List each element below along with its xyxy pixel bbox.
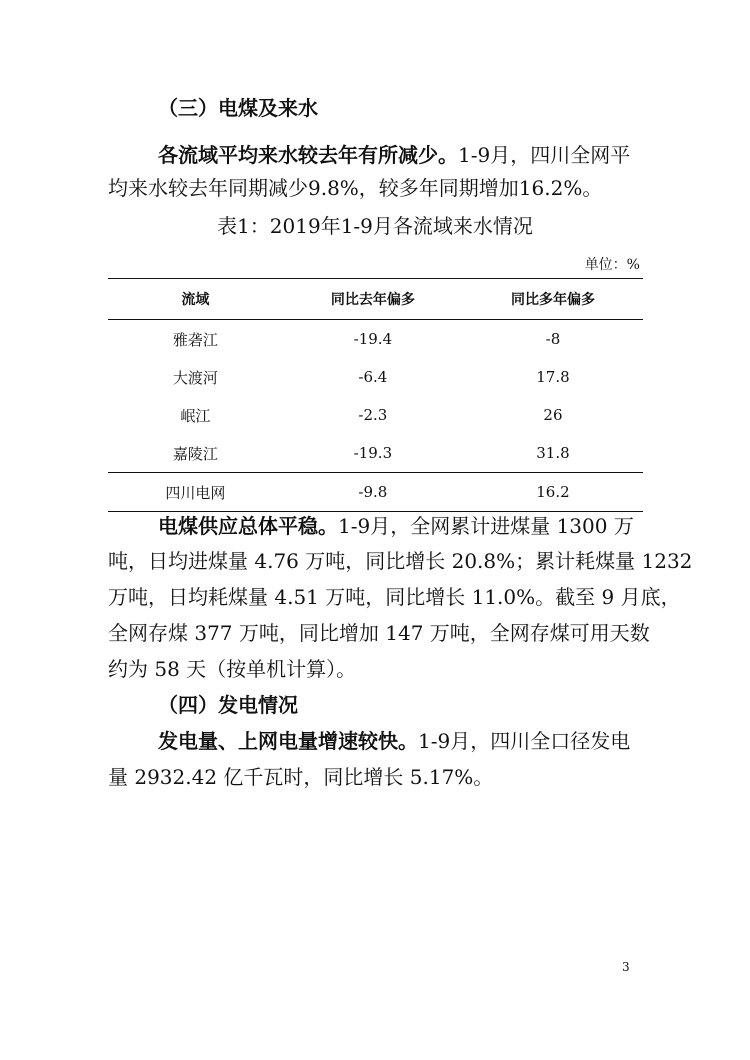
section-heading-generation: （四）发电情况 [158,693,298,717]
table-row [108,396,643,434]
column-header: 同比去年偏多 [283,279,463,320]
paragraph-water-line2: 均来水较去年同期减少9.8%，较多年同期增加16.2%。 [108,176,603,200]
table-cell: 17.8 [536,368,570,386]
table-caption: 表1：2019年1-9月各流域来水情况 [217,214,533,238]
paragraph-coal-line4: 全网存煤 377 万吨，同比增加 147 万吨，全网存煤可用天数 [108,621,650,645]
column-header: 同比多年偏多 [463,279,643,320]
table-cell: 岷江 [180,406,211,425]
table-cell: 嘉陵江 [172,444,218,463]
table-header-row [108,279,643,320]
table-cell: 16.2 [463,473,643,512]
table-cell: -8 [545,330,561,348]
paragraph-coal-line3: 万吨，日均耗煤量 4.51 万吨，同比增长 11.0%。截至 9 月底， [108,585,681,609]
table-cell: 31.8 [536,444,570,462]
paragraph-coal-line2: 吨，日均进煤量 4.76 万吨，同比增长 20.8%；累计耗煤量 1232 [108,549,693,573]
paragraph-generation-line2: 量 2932.42 亿千瓦时，同比增长 5.17%。 [108,765,494,789]
table-cell: 大渡河 [172,368,218,387]
table-cell: 雅砻江 [172,330,218,349]
table-row [108,358,643,396]
paragraph-text: 1-9月，四川全口径发电 [418,729,631,753]
paragraph-text: 1-9月，全网累计进煤量 1300 万 [338,514,634,538]
paragraph-water-line1 [158,141,630,169]
paragraph-generation-line1 [158,727,630,755]
table-unit: 单位：% [584,257,640,273]
water-inflow-table [108,278,643,512]
table-cell: -19.4 [353,330,393,348]
table-cell: -9.8 [283,473,463,512]
paragraph-lead: 各流域平均来水较去年有所减少。 [158,143,458,167]
table-cell: 26 [543,406,563,424]
paragraph-coal-line5: 约为 58 天（按单机计算）。 [108,657,357,681]
section-heading-coal-water: （三）电煤及来水 [158,96,318,120]
table-cell: -19.3 [353,444,393,462]
table-cell: 四川电网 [108,473,283,512]
page-number: 3 [622,960,630,974]
table-row [108,434,643,473]
table-cell: -6.4 [358,368,388,386]
table-cell: -2.3 [358,406,388,424]
paragraph-lead: 电煤供应总体平稳。 [158,514,338,538]
paragraph-coal-line1 [158,512,634,540]
column-header: 流域 [108,279,283,320]
table-total-row [108,473,643,512]
table-row [108,320,643,359]
paragraph-text: 1-9月，四川全网平 [458,143,631,167]
paragraph-lead: 发电量、上网电量增速较快。 [158,729,418,753]
